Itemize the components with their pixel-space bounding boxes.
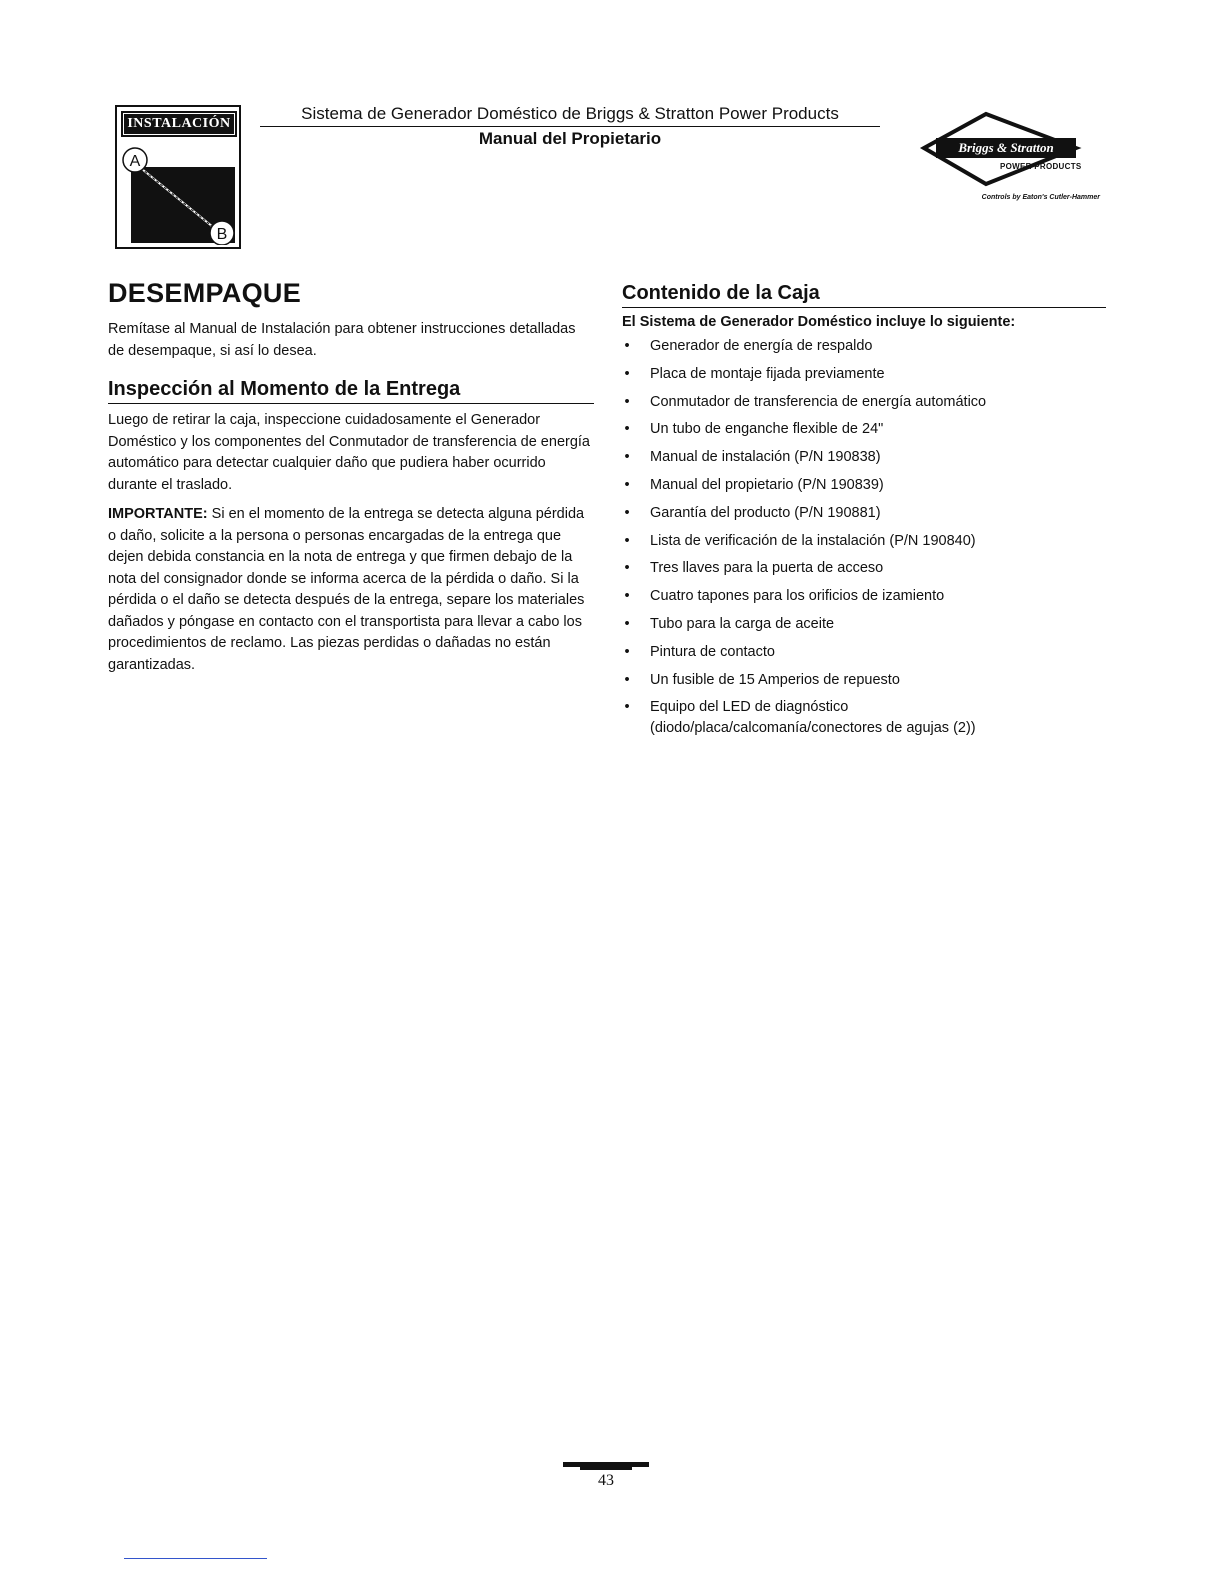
list-item: • Cuatro tapones para los orificios de izamiento bbox=[622, 586, 1106, 607]
box-contents-list bbox=[622, 336, 1106, 739]
document-subtitle: Manual del Propietario bbox=[478, 129, 662, 148]
list-item: • Un tubo de enganche flexible de 24" bbox=[622, 419, 1106, 440]
briggs-stratton-logo bbox=[900, 108, 1110, 208]
list-item: • Conmutador de transferencia de energía automático bbox=[622, 392, 1106, 413]
box-contents-heading: Contenido de la Caja bbox=[622, 282, 1106, 308]
document-title: Sistema de Generador Doméstico de Briggs & Stratton Power Products bbox=[260, 104, 880, 127]
installation-badge bbox=[115, 105, 241, 249]
list-item: • Manual del propietario (P/N 190839) bbox=[622, 475, 1106, 496]
box-contents-lead: El Sistema de Generador Doméstico incluye lo siguiente: bbox=[622, 314, 1016, 330]
bullet-icon: • bbox=[624, 588, 630, 605]
logo-controls-text: Controls by Eaton's Cutler-Hammer bbox=[981, 194, 1100, 201]
important-paragraph bbox=[108, 504, 594, 676]
list-item: • Equipo del LED de diagnóstico (diodo/placa/calcomanía/conectores de agujas (2)) bbox=[622, 697, 1106, 739]
list-item: • Tres llaves para la puerta de acceso bbox=[622, 558, 1106, 579]
bullet-icon: • bbox=[624, 476, 630, 493]
important-label: IMPORTANTE: bbox=[108, 506, 208, 522]
list-item: • Garantía del producto (P/N 190881) bbox=[622, 503, 1106, 524]
document-header bbox=[260, 104, 880, 149]
unpacking-intro: Remítase al Manual de Instalación para obtener instrucciones detalladas de desempaque, si así lo desea. bbox=[108, 321, 576, 359]
unpacking-heading: DESEMPAQUE bbox=[108, 278, 302, 308]
marker-b: B bbox=[216, 226, 228, 243]
installation-label: INSTALACIÓN bbox=[121, 111, 237, 137]
logo-brand: Briggs & Stratton bbox=[936, 138, 1076, 158]
bullet-icon: • bbox=[624, 393, 630, 410]
page-number-bar-thin bbox=[580, 1467, 632, 1470]
bullet-icon: • bbox=[624, 560, 630, 577]
logo-tagline: POWER PRODUCTS bbox=[1000, 162, 1082, 171]
bullet-icon: • bbox=[624, 643, 630, 660]
diamond-logo-icon bbox=[900, 108, 1110, 208]
bullet-icon: • bbox=[624, 615, 630, 632]
left-column bbox=[108, 278, 594, 684]
list-item: • Generador de energía de respaldo bbox=[622, 336, 1106, 357]
list-item: • Lista de verificación de la instalación (P/N 190840) bbox=[622, 531, 1106, 552]
list-item: • Placa de montaje fijada previamente bbox=[622, 364, 1106, 385]
delivery-inspection-heading: Inspección al Momento de la Entrega bbox=[108, 378, 594, 404]
a-to-b-diagram-icon bbox=[121, 141, 237, 245]
bullet-icon: • bbox=[624, 532, 630, 549]
list-item: • Un fusible de 15 Amperios de repuesto bbox=[622, 670, 1106, 691]
bullet-icon: • bbox=[624, 421, 630, 438]
page-number: 43 bbox=[598, 1472, 614, 1489]
bullet-icon: • bbox=[624, 338, 630, 354]
list-item: • Pintura de contacto bbox=[622, 642, 1106, 663]
inspection-paragraph: Luego de retirar la caja, inspeccione cuidadosamente el Generador Doméstico y los componentes del Conmutador de transferencia de energía automático para detectar cualquier daño que pudiera haber ocurrido durante el traslado. bbox=[108, 412, 590, 493]
list-item: • Manual de instalación (P/N 190838) bbox=[622, 447, 1106, 468]
bullet-icon: • bbox=[624, 449, 630, 466]
bottom-rule bbox=[124, 1558, 267, 1559]
bullet-icon: • bbox=[624, 504, 630, 521]
right-column bbox=[622, 278, 1106, 746]
marker-a: A bbox=[129, 153, 141, 170]
bullet-icon: • bbox=[624, 365, 630, 382]
bullet-icon: • bbox=[624, 671, 630, 688]
list-item: • Tubo para la carga de aceite bbox=[622, 614, 1106, 635]
bullet-icon: • bbox=[624, 699, 630, 716]
important-text: Si en el momento de la entrega se detecta alguna pérdida o daño, solicite a la persona o personas encargadas de la entrega que dejen debida constancia en la nota de entrega y que firmen debajo de la nota del consignador donde se informa acerca de la pérdida o daño. Si la pérdida o el daño se detecta después de la entrega, separe los materiales dañados y póngase en contacto con el transportista para llevar a cabo los procedimientos de reclamo. Las piezas perdidas o dañadas no están garantizadas. bbox=[108, 506, 585, 673]
